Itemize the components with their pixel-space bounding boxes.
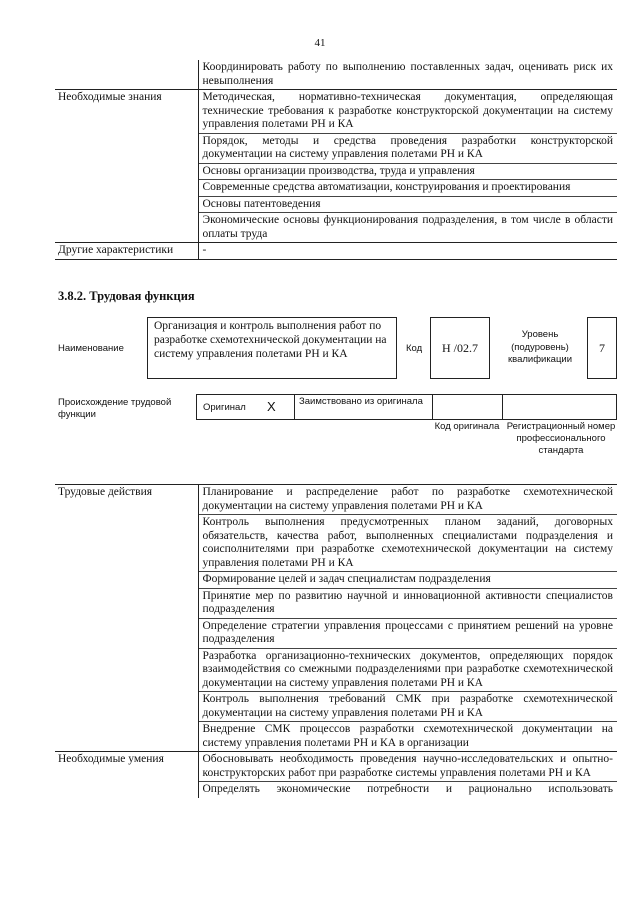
code-original-cell (433, 395, 503, 419)
table-cell-text: Современные средства автоматизации, конструирования и проектирования (198, 180, 617, 197)
table-cell-label (55, 692, 198, 722)
table-cell-text: Экономические основы функционирования подразделения, в том числе в области оплаты труда (198, 213, 617, 243)
table-cell-text: Принятие мер по развитию научной и инновационной активности специалистов подразделения (198, 588, 617, 618)
table-cell-text: Планирование и распределение работ по разработке схемотехнической документации на систему управления полетами РН и КА (202, 486, 613, 512)
row-label-knowledge: Необходимые знания (55, 90, 198, 134)
table-cell-text: Определять экономические потребности и рационально использовать (198, 782, 617, 798)
table-cell-text: Контроль выполнения требований СМК при разработке схемотехнической документации на систему управления полетами РН и КА (198, 692, 617, 722)
page-number: 41 (314, 37, 326, 49)
code-label: Код (406, 343, 423, 354)
row-label-actions: Трудовые действия (55, 485, 198, 515)
table-cell-label (55, 515, 198, 572)
table-cell-text: Обосновывать необходимость проведения научно-исследовательских и опытно-конструкторских работ при разработке системы управления полетами РН и КА (198, 752, 617, 782)
level-value-box: 7 (587, 317, 617, 379)
table-cell-label (55, 572, 198, 589)
table-cell-text: Определение стратегии управления процессами с принятием решений на уровне подразделения (198, 618, 617, 648)
table-cell-text: Методическая, нормативно-техническая документация, определяющая технические требования к разработке конструкторской документации на систему управления полетами РН и КА (198, 90, 617, 134)
code-value-box: Н /02.7 (430, 317, 490, 379)
reg-number-cell (503, 395, 616, 419)
row-label-other: Другие характеристики (55, 243, 198, 260)
table-cell-text: Основы патентоведения (198, 196, 617, 213)
table-cell-text: Внедрение СМК процессов разработки схемотехнической документации на систему управления полетами РН и КА в организации (198, 722, 617, 752)
table-cell-text: Разработка организационно-технических документов, определяющих порядок взаимодействия со смежными подразделениями при разработке схемотехнической документации на систему управления полетами РН и КА (198, 648, 617, 692)
row-label-skills: Необходимые умения (55, 752, 198, 782)
table-cell-label (55, 196, 198, 213)
table-cell-label (55, 782, 198, 798)
knowledge-table (55, 60, 617, 260)
table-cell-label (55, 588, 198, 618)
original-cell (197, 395, 295, 419)
table-cell-text: Контроль выполнения предусмотренных планом заданий, договорных обязательств, качества работ, выполненных специалистами подразделения и соисполнителями при разработке схемотехнической документации на систему управления полетами РН и КА (198, 515, 617, 572)
original-mark: X (267, 399, 276, 414)
table-cell-text: - (198, 243, 617, 260)
table-cell-label (55, 648, 198, 692)
table-cell-label (55, 163, 198, 180)
original-label: Оригинал (203, 402, 246, 413)
borrowed-cell: Заимствовано из оригинала (295, 395, 433, 419)
table-cell-text: Основы организации производства, труда и управления (198, 163, 617, 180)
labor-actions-table (55, 484, 617, 798)
table-cell-text: Координировать работу по выполнению поставленных задач, оценивать риск их невыполнения (202, 61, 613, 87)
table-cell-label (55, 722, 198, 752)
reg-number-label: Регистрационный номер профессионального стандарта (506, 421, 616, 456)
table-cell-label (55, 618, 198, 648)
section-title: 3.8.2. Трудовая функция (58, 289, 195, 303)
table-cell-text: Формирование целей и задач специалистам подразделения (198, 572, 617, 589)
table-cell-label (55, 180, 198, 197)
origin-label: Происхождение трудовой функции (58, 397, 172, 420)
table-cell-text: Порядок, методы и средства проведения разработки конструкторской документации на систему управления полетами РН и КА (198, 133, 617, 163)
level-label: Уровень (подуровень) квалификации (507, 329, 573, 365)
name-label: Наименование (58, 343, 124, 354)
function-name-box: Организация и контроль выполнения работ по разработке схемотехнической документации на систему управления полетами РН и КА (147, 317, 397, 379)
table-cell-label (55, 133, 198, 163)
code-original-label: Код оригинала (434, 421, 500, 432)
table-cell-label (55, 60, 198, 90)
origin-row (196, 394, 617, 420)
table-cell-label (55, 213, 198, 243)
